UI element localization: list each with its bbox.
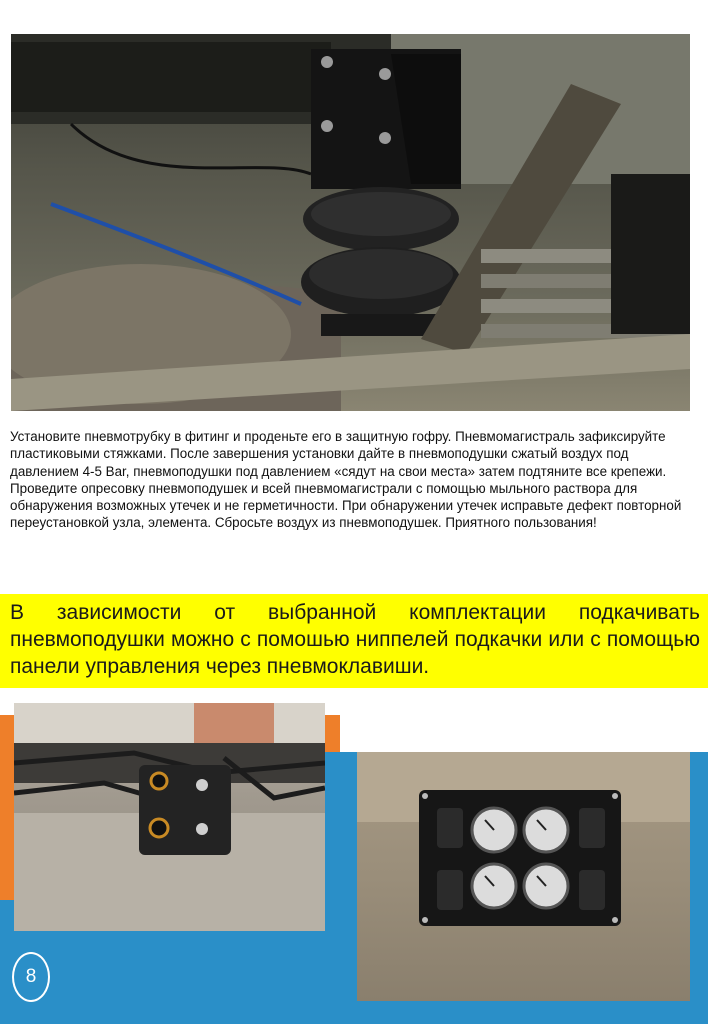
page-number: 8 <box>12 952 50 1002</box>
inflation-valves-photo <box>14 703 325 931</box>
control-panel-photo <box>357 752 690 1001</box>
gauge-panel-illustration <box>357 752 690 1001</box>
highlight-note <box>0 594 708 688</box>
instructions-paragraph: Установите пневмотрубку в фитинг и проденьте его в защитную гофру. Пневмомагистраль зафиксируйте пластиковыми стяжками. После завершения установки дайте в пневмоподушки сжатый воздух под давлением 4-5 Bar, пневмоподушки под давлением «сядут на свои места» затем подтяните все крепежи. Проведите опресовку пневмоподушек и всей пневмомагистрали с помощью мыльного раствора для обнаружения возможных утечек и не герметичности. При обнаружении утечек исправьте дефект повторной переустановкой узла, элемента. Сбросьте воздух из пневмоподушек. Приятного пользования! <box>10 429 682 531</box>
valve-plate-illustration <box>14 703 325 931</box>
air-spring-illustration <box>11 34 690 411</box>
highlight-note-text: В зависимости от выбранной комплектации подкачивать пневмоподушки можно с помошью ниппелей подкачки или с помощью панели управления через пневмоклавиши. <box>10 601 700 678</box>
air-spring-installation-photo <box>11 34 690 411</box>
